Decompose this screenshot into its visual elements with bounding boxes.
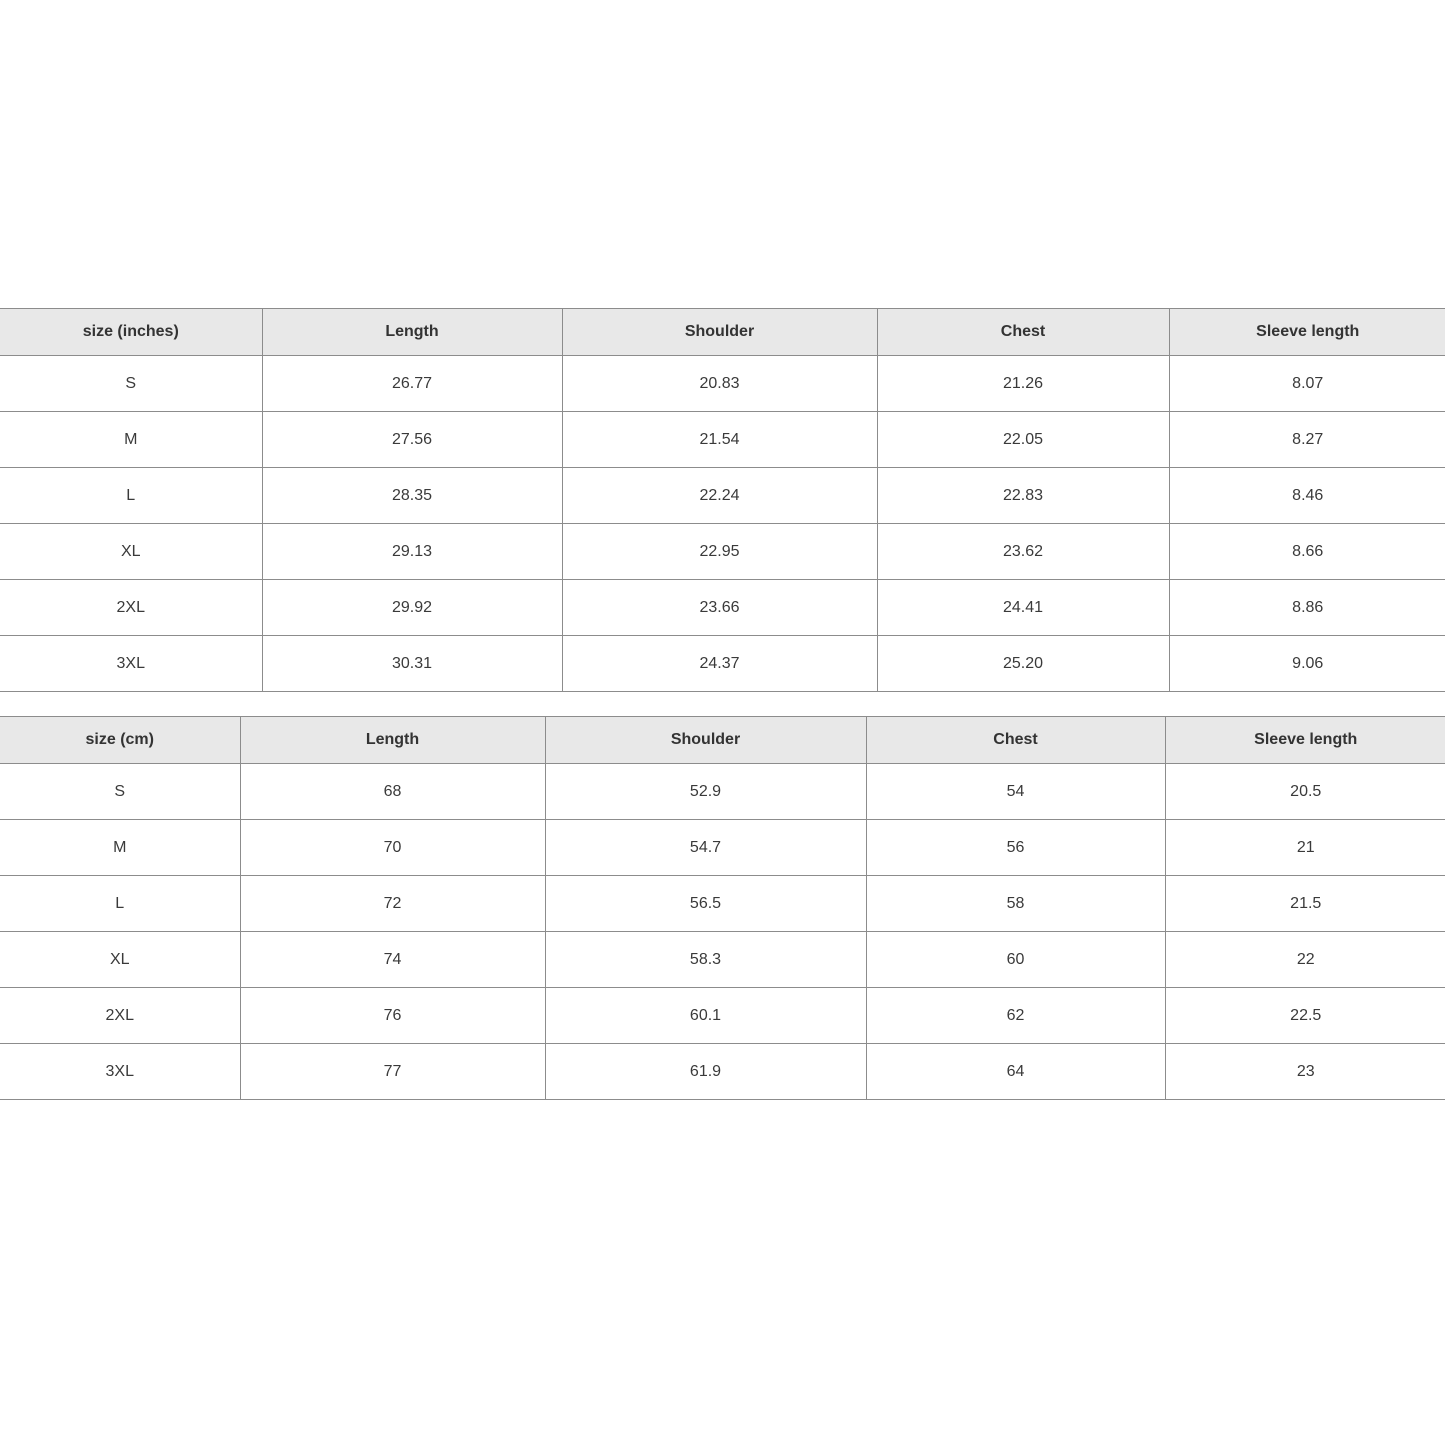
length-cell: 68 xyxy=(240,764,545,820)
size-cell: M xyxy=(0,820,240,876)
table-row xyxy=(0,412,1445,468)
shoulder-cell: 52.9 xyxy=(545,764,866,820)
table-row xyxy=(0,764,1445,820)
chest-cell: 62 xyxy=(866,988,1165,1044)
size-chart-cm-table xyxy=(0,716,1445,1100)
column-header-length: Length xyxy=(262,309,562,356)
shoulder-cell: 20.83 xyxy=(562,356,877,412)
sleeve-length-cell: 20.5 xyxy=(1165,764,1445,820)
column-header-size: size (inches) xyxy=(0,309,262,356)
table-row xyxy=(0,1044,1445,1100)
size-cell: XL xyxy=(0,932,240,988)
sleeve-length-cell: 8.66 xyxy=(1169,524,1445,580)
shoulder-cell: 21.54 xyxy=(562,412,877,468)
chest-cell: 23.62 xyxy=(877,524,1169,580)
size-cell: 2XL xyxy=(0,580,262,636)
size-chart-inches-table xyxy=(0,308,1445,692)
table-row xyxy=(0,356,1445,412)
length-cell: 30.31 xyxy=(262,636,562,692)
length-cell: 74 xyxy=(240,932,545,988)
table-header-row xyxy=(0,717,1445,764)
length-cell: 28.35 xyxy=(262,468,562,524)
table-row xyxy=(0,876,1445,932)
table-row xyxy=(0,988,1445,1044)
sleeve-length-cell: 8.07 xyxy=(1169,356,1445,412)
shoulder-cell: 60.1 xyxy=(545,988,866,1044)
column-header-chest: Chest xyxy=(866,717,1165,764)
sleeve-length-cell: 9.06 xyxy=(1169,636,1445,692)
length-cell: 70 xyxy=(240,820,545,876)
chest-cell: 56 xyxy=(866,820,1165,876)
chest-cell: 25.20 xyxy=(877,636,1169,692)
table-row xyxy=(0,820,1445,876)
chest-cell: 60 xyxy=(866,932,1165,988)
column-header-sleeve-length: Sleeve length xyxy=(1165,717,1445,764)
column-header-length: Length xyxy=(240,717,545,764)
shoulder-cell: 23.66 xyxy=(562,580,877,636)
size-cell: 2XL xyxy=(0,988,240,1044)
shoulder-cell: 58.3 xyxy=(545,932,866,988)
column-header-shoulder: Shoulder xyxy=(562,309,877,356)
sleeve-length-cell: 23 xyxy=(1165,1044,1445,1100)
shoulder-cell: 24.37 xyxy=(562,636,877,692)
size-cell: L xyxy=(0,468,262,524)
chest-cell: 58 xyxy=(866,876,1165,932)
chest-cell: 24.41 xyxy=(877,580,1169,636)
chest-cell: 21.26 xyxy=(877,356,1169,412)
size-cell: S xyxy=(0,764,240,820)
length-cell: 77 xyxy=(240,1044,545,1100)
table-row xyxy=(0,636,1445,692)
shoulder-cell: 56.5 xyxy=(545,876,866,932)
size-cell: M xyxy=(0,412,262,468)
length-cell: 76 xyxy=(240,988,545,1044)
table-row xyxy=(0,524,1445,580)
shoulder-cell: 22.24 xyxy=(562,468,877,524)
chest-cell: 64 xyxy=(866,1044,1165,1100)
length-cell: 29.92 xyxy=(262,580,562,636)
chest-cell: 54 xyxy=(866,764,1165,820)
size-cell: 3XL xyxy=(0,636,262,692)
column-header-size: size (cm) xyxy=(0,717,240,764)
sleeve-length-cell: 22.5 xyxy=(1165,988,1445,1044)
table-row xyxy=(0,468,1445,524)
shoulder-cell: 22.95 xyxy=(562,524,877,580)
sleeve-length-cell: 21.5 xyxy=(1165,876,1445,932)
length-cell: 26.77 xyxy=(262,356,562,412)
sleeve-length-cell: 8.46 xyxy=(1169,468,1445,524)
size-cell: XL xyxy=(0,524,262,580)
length-cell: 29.13 xyxy=(262,524,562,580)
length-cell: 27.56 xyxy=(262,412,562,468)
sleeve-length-cell: 8.27 xyxy=(1169,412,1445,468)
chest-cell: 22.83 xyxy=(877,468,1169,524)
sleeve-length-cell: 21 xyxy=(1165,820,1445,876)
sleeve-length-cell: 8.86 xyxy=(1169,580,1445,636)
size-cell: 3XL xyxy=(0,1044,240,1100)
size-cell: L xyxy=(0,876,240,932)
chest-cell: 22.05 xyxy=(877,412,1169,468)
column-header-sleeve-length: Sleeve length xyxy=(1169,309,1445,356)
shoulder-cell: 61.9 xyxy=(545,1044,866,1100)
column-header-chest: Chest xyxy=(877,309,1169,356)
length-cell: 72 xyxy=(240,876,545,932)
table-row xyxy=(0,932,1445,988)
table-row xyxy=(0,580,1445,636)
table-header-row xyxy=(0,309,1445,356)
sleeve-length-cell: 22 xyxy=(1165,932,1445,988)
size-cell: S xyxy=(0,356,262,412)
shoulder-cell: 54.7 xyxy=(545,820,866,876)
column-header-shoulder: Shoulder xyxy=(545,717,866,764)
